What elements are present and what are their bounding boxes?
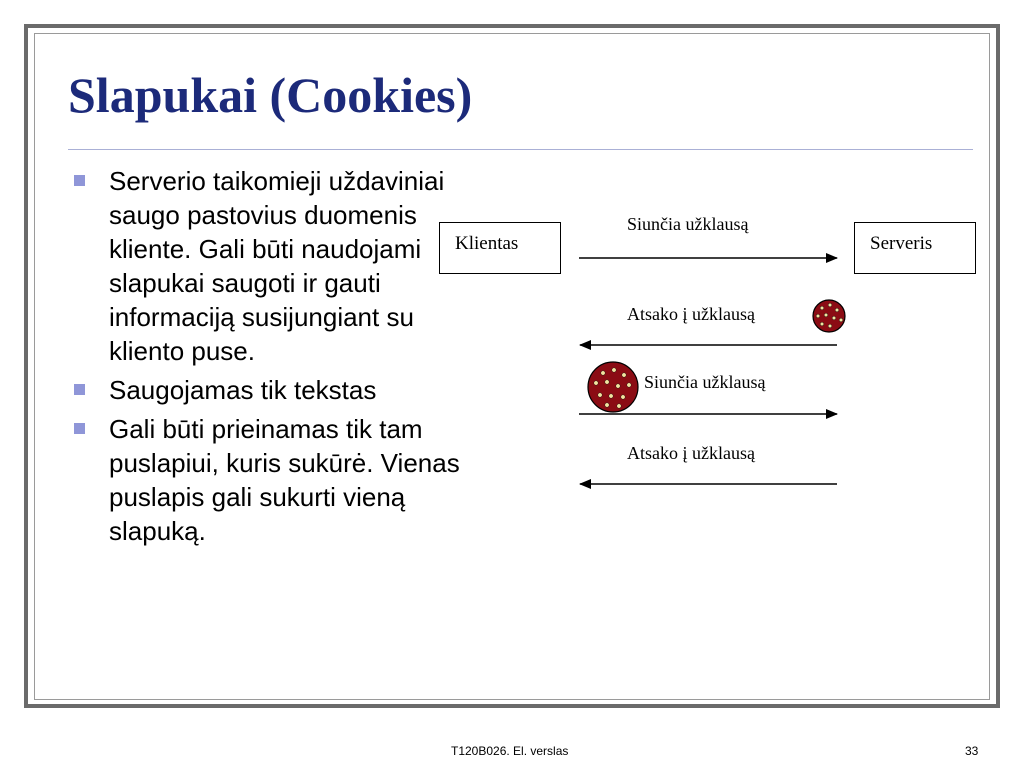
footer-course: T120B026. El. verslas xyxy=(451,744,569,758)
cookie-icon xyxy=(588,362,638,412)
cookie-icon xyxy=(813,300,845,332)
message-response-2: Atsako į užklausą xyxy=(627,443,755,463)
server-label: Serveris xyxy=(870,233,933,254)
bullet-text: Saugojamas tik tekstas xyxy=(109,375,377,405)
message-request-1: Siunčia užklausą xyxy=(627,214,749,234)
message-response-1: Atsako į užklausą xyxy=(627,304,755,324)
bullet-text: Gali būti prieinamas tik tam puslapiui, kuris sukūrė. Vienas puslapis gali sukurti vieną slapuką. xyxy=(109,414,460,546)
slide-title: Slapukai (Cookies) xyxy=(68,67,473,123)
page-number: 33 xyxy=(965,744,979,758)
message-request-2: Siunčia užklausą xyxy=(644,372,766,392)
client-label: Klientas xyxy=(455,233,519,254)
bullet-text: Serverio taikomieji uždaviniai saugo pastovius duomenis kliente. Gali būti naudojami slapukai saugoti ir gauti informaciją susijungiant su kliento puse. xyxy=(109,166,445,366)
